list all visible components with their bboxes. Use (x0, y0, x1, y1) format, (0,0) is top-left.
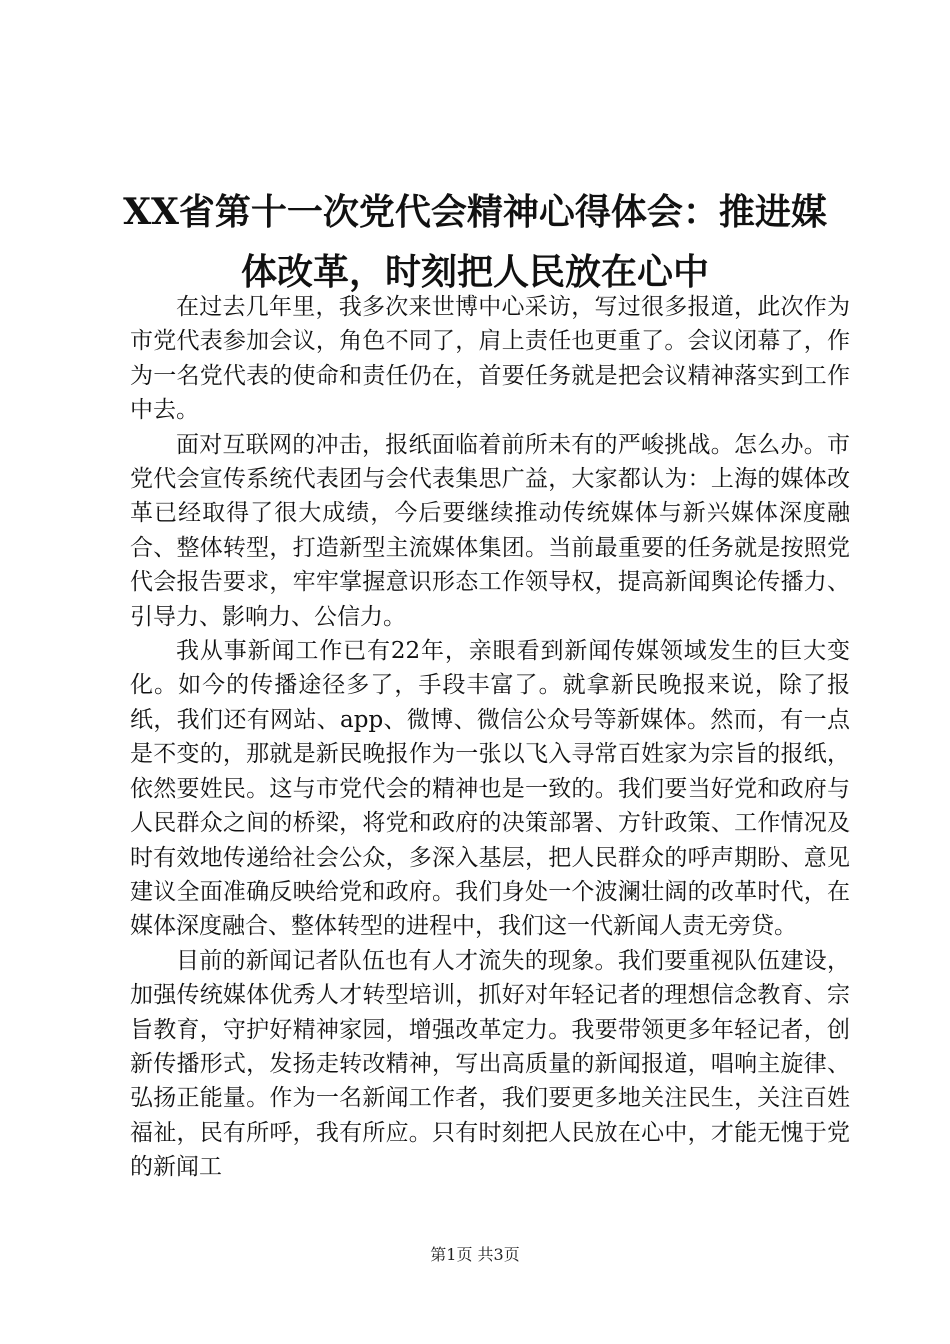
document-body (130, 290, 850, 1185)
page-footer: 第1页 共3页 (430, 1245, 520, 1264)
paragraph-3: 我从事新闻工作已有22年，亲眼看到新闻传媒领域发生的巨大变化。如今的传播途径多了，手段丰富了。就拿新民晚报来说，除了报纸，我们还有网站、app、微博、微信公众号等新媒体。然而，有一点是不变的，那就是新民晚报作为一张以飞入寻常百姓家为宗旨的报纸，依然要姓民。这与市党代会的精神也是一致的。我们要当好党和政府与人民群众之间的桥梁，将党和政府的决策部署、方针政策、工作情况及时有效地传递给社会公众，多深入基层，把人民群众的呼声期盼、意见建议全面准确反映给党和政府。我们身处一个波澜壮阔的改革时代，在媒体深度融合、整体转型的进程中，我们这一代新闻人责无旁贷。 (130, 638, 850, 940)
title-line-2: 体改革，时刻把人民放在心中 (240, 251, 709, 293)
paragraph-1: 在过去几年里，我多次来世博中心采访，写过很多报道，此次作为市党代表参加会议，角色不同了，肩上责任也更重了。会议闭幕了，作为一名党代表的使命和责任仍在，首要任务就是把会议精神落实到工作中去。 (130, 294, 850, 424)
title-line-1: XX省第十一次党代会精神心得体会：推进媒 (123, 191, 827, 233)
document-title (100, 182, 850, 302)
paragraph-4: 目前的新闻记者队伍也有人才流失的现象。我们要重视队伍建设，加强传统媒体优秀人才转型培训，抓好对年轻记者的理想信念教育、宗旨教育，守护好精神家园，增强改革定力。我要带领更多年轻记者，创新传播形式，发扬走转改精神，写出高质量的新闻报道，唱响主旋律、弘扬正能量。作为一名新闻工作者，我们要更多地关注民生，关注百姓福祉，民有所呼，我有所应。只有时刻把人民放在心中，才能无愧于党的新闻工 (130, 947, 850, 1181)
paragraph-2: 面对互联网的冲击，报纸面临着前所未有的严峻挑战。怎么办。市党代会宣传系统代表团与会代表集思广益，大家都认为：上海的媒体改革已经取得了很大成绩，今后要继续推动传统媒体与新兴媒体深度融合、整体转型，打造新型主流媒体集团。当前最重要的任务就是按照党代会报告要求，牢牢掌握意识形态工作领导权，提高新闻舆论传播力、引导力、影响力、公信力。 (130, 431, 850, 630)
